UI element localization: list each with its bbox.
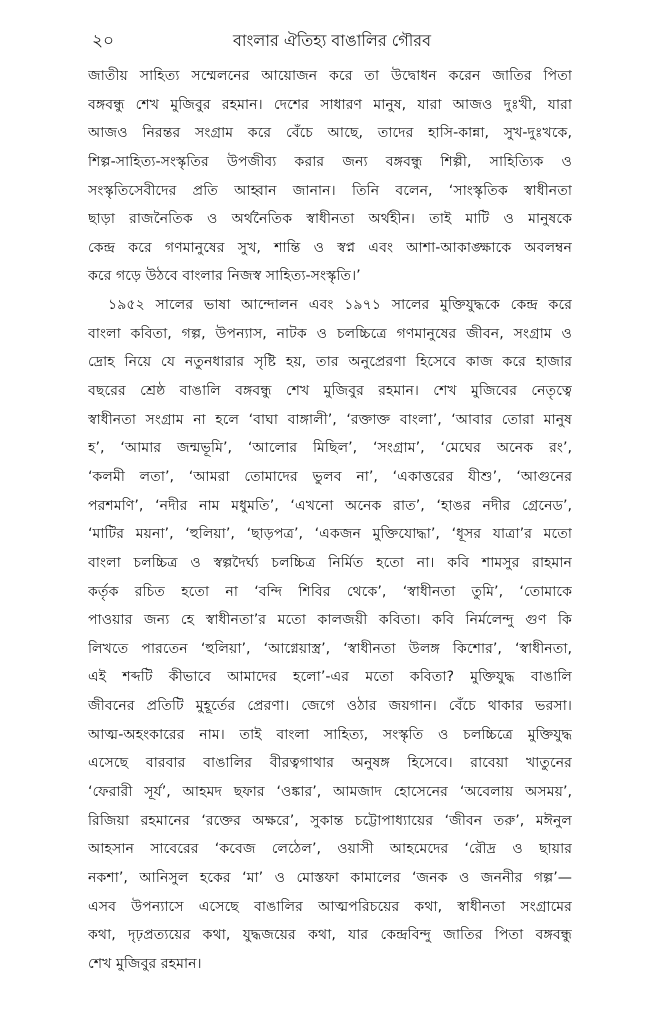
paragraph-1 xyxy=(88,62,572,291)
text-line: আহসান সাবেরের ‘কবেজ লেঠেল’, ওয়াসী আহমেদের ‘রৌদ্র ও ছায়ার xyxy=(88,841,572,858)
paragraph-2 xyxy=(88,291,572,978)
text-line: রিজিয়া রহমানের ‘রক্তের অক্ষরে’, সুকান্ত চট্টোপাধ্যায়ের ‘জীবন তরু’, মঈনুল xyxy=(88,812,572,829)
text-line: কর্তৃক রচিত হতো না ‘বন্দি শিবির থেকে’, ‘স্বাধীনতা তুমি’, ‘তোমাকে xyxy=(88,583,572,600)
text-line: ছাড়া রাজনৈতিক ও অর্থনৈতিক স্বাধীনতা অর্থহীন। তাই মাটি ও মানুষকে xyxy=(88,211,572,228)
text-line: বাংলা কবিতা, গল্প, উপন্যাস, নাটক ও চলচ্চিত্রে গণমানুষের জীবন, সংগ্রাম ও xyxy=(88,325,572,342)
text-line: ‘ফেরারী সূর্য’, আহমদ ছফার ‘ওঙ্কার’, আমজাদ হোসেনের ‘অবেলায় অসময়’, xyxy=(88,784,572,801)
text-line: ‘কলমী লতা’, ‘আমরা তোমাদের ভুলব না’, ‘একাত্তরের যীশু’, ‘আগুনের xyxy=(88,468,572,485)
text-line: ‘মাটির ময়না’, ‘হুলিয়া’, ‘ছাড়পত্র’, ‘একজন মুক্তিযোদ্ধা’, ‘ধূসর যাত্রা’র মতো xyxy=(88,526,572,543)
text-line: আত্ম-অহংকারের নাম। তাই বাংলা সাহিত্য, সংস্কৃতি ও চলচ্চিত্রে মুক্তিযুদ্ধ xyxy=(88,726,572,743)
text-line: এসব উপন্যাসে এসেছে বাঙালির আত্মপরিচয়ের কথা, স্বাধীনতা সংগ্রামের xyxy=(88,898,572,915)
text-line: দ্রোহ নিয়ে যে নতুনধারার সৃষ্টি হয়, তার অনুপ্রেরণা হিসেবে কাজ করে হাজার xyxy=(88,354,572,371)
text-line: সংস্কৃতিসেবীদের প্রতি আহ্বান জানান। তিনি বলেন, ‘সাংস্কৃতিক স্বাধীনতা xyxy=(88,182,572,199)
page-number: ২০ xyxy=(92,31,115,51)
running-header xyxy=(92,30,572,54)
text-line: বছরের শ্রেষ্ঠ বাঙালি বঙ্গবন্ধু শেখ মুজিবুর রহমান। শেখ মুজিবের নেতৃত্বে xyxy=(88,383,572,400)
text-line: পাওয়ার জন্য হে স্বাধীনতা’র মতো কালজয়ী কবিতা। কবি নির্মলেন্দু গুণ কি xyxy=(88,612,572,629)
text-line: এসেছে বারবার বাঙালির বীরত্বগাথার অনুষঙ্গ হিসেবে। রাবেয়া খাতুনের xyxy=(88,755,572,772)
text-line: কথা, দৃঢ়প্রত্যয়ের কথা, যুদ্ধজয়ের কথা, যার কেন্দ্রবিন্দু জাতির পিতা বঙ্গবন্ধু xyxy=(88,927,572,944)
text-line: স্বাধীনতা সংগ্রাম না হলে ‘বাঘা বাঙ্গালী’, ‘রক্তাক্ত বাংলা’, ‘আবার তোরা মানুষ xyxy=(88,411,572,428)
text-line: নকশা’, আনিসুল হকের ‘মা’ ও মোস্তফা কামালের ‘জনক ও জননীর গল্প’— xyxy=(88,869,572,886)
book-title: বাংলার ঐতিহ্য বাঙালির গৌরব xyxy=(232,31,432,50)
text-line: শিল্প-সাহিত্য-সংস্কৃতির উপজীব্য করার জন্য বঙ্গবন্ধু শিল্পী, সাহিত্যিক ও xyxy=(88,153,572,170)
text-line: হ’, ‘আমার জন্মভূমি’, ‘আলোর মিছিল’, ‘সংগ্রাম’, ‘মেঘের অনেক রং’, xyxy=(88,440,572,457)
text-line: বাংলা চলচ্চিত্র ও স্বল্পদৈর্ঘ্য চলচ্চিত্র নির্মিত হতো না। কবি শামসুর রাহমান xyxy=(88,554,572,571)
body-text xyxy=(88,62,572,979)
text-line: জীবনের প্রতিটি মুহূর্তের প্রেরণা। জেগে ওঠার জয়গান। বেঁচে থাকার ভরসা। xyxy=(88,698,572,715)
text-line: লিখতে পারতেন ‘হুলিয়া’, ‘আগ্নেয়াস্ত্র’, ‘স্বাধীনতা উলঙ্গ কিশোর’, ‘স্বাধীনতা, xyxy=(88,640,572,657)
text-line: করে গড়ে উঠবে বাংলার নিজস্ব সাহিত্য-সংস্কৃতি।’ xyxy=(88,268,361,285)
text-line: আজও নিরন্তর সংগ্রাম করে বেঁচে আছে, তাদের হাসি-কান্না, সুখ-দুঃখকে, xyxy=(88,125,572,142)
text-line: কেন্দ্র করে গণমানুষের সুখ, শান্তি ও স্বপ্ন এবং আশা-আকাঙ্ক্ষাকে অবলম্বন xyxy=(88,239,572,256)
text-line: ১৯৫২ সালের ভাষা আন্দোলন এবং ১৯৭১ সালের মুক্তিযুদ্ধকে কেন্দ্র করে xyxy=(108,297,572,314)
text-line: বঙ্গবন্ধু শেখ মুজিবুর রহমান। দেশের সাধারণ মানুষ, যারা আজও দুঃখী, যারা xyxy=(88,96,572,113)
text-line: শেখ মুজিবুর রহমান। xyxy=(88,955,202,972)
text-line: এই শব্দটি কীভাবে আমাদের হলো’-এর মতো কবিতা? মুক্তিযুদ্ধ বাঙালি xyxy=(88,669,572,686)
text-line: জাতীয় সাহিত্য সম্মেলনের আয়োজন করে তা উদ্বোধন করেন জাতির পিতা xyxy=(88,68,572,84)
text-line: পরশমণি’, ‘নদীর নাম মধুমতি’, ‘এখনো অনেক রাত’, ‘হাঙর নদীর গ্রেনেড’, xyxy=(88,497,572,514)
